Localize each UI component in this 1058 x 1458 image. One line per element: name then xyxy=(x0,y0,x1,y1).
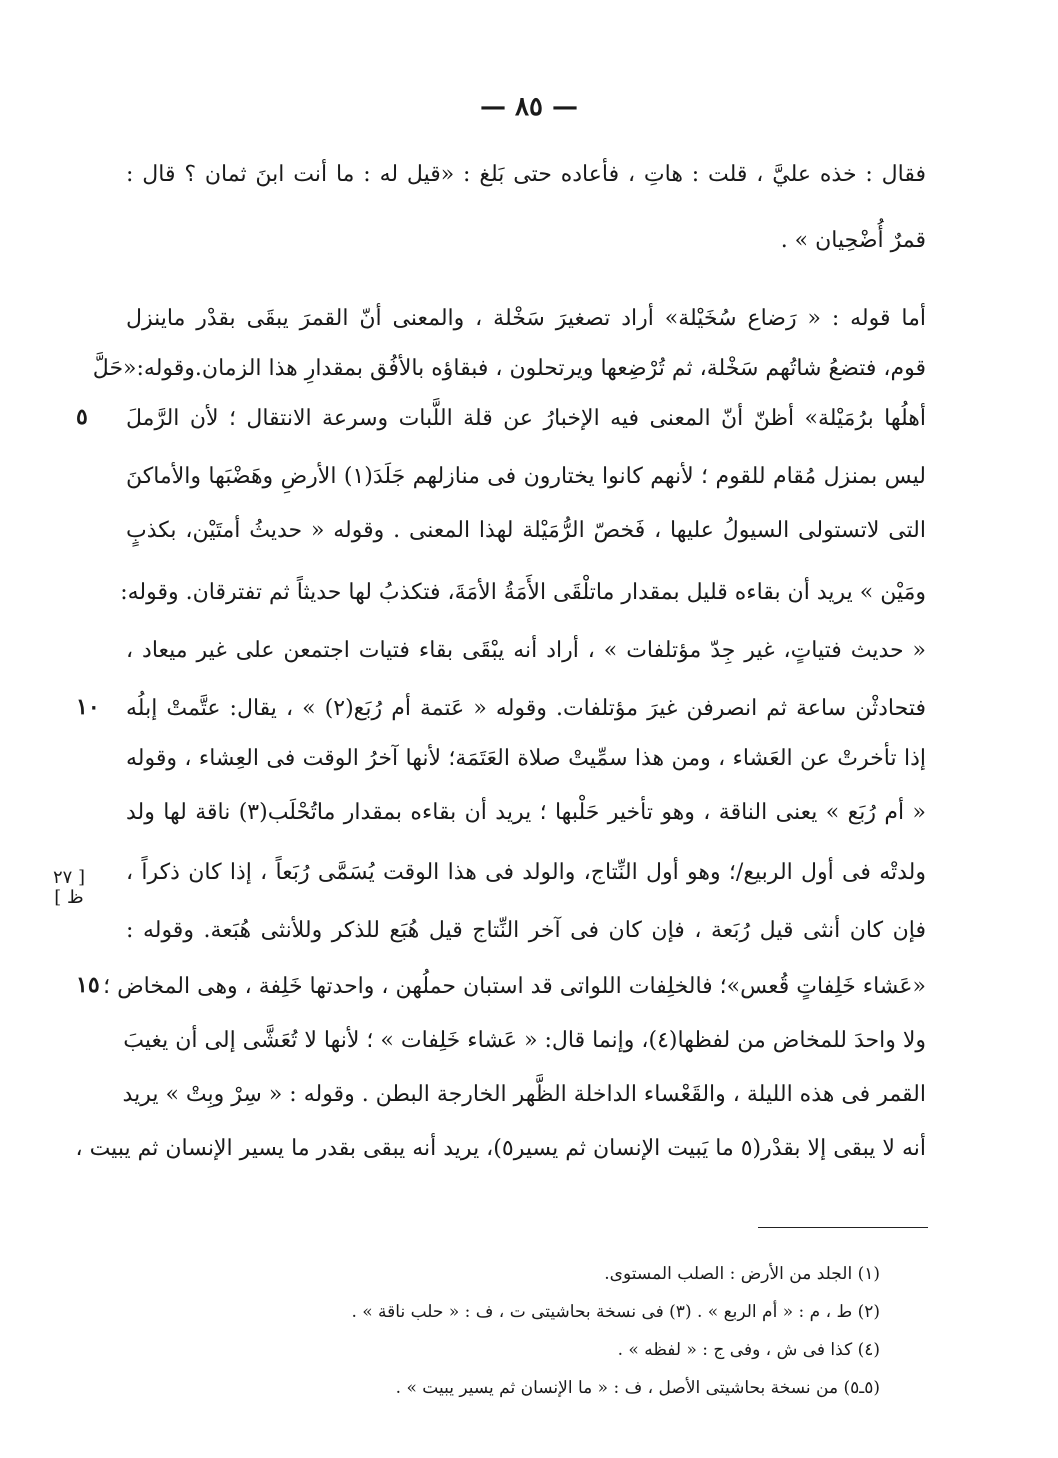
footnote-separator xyxy=(758,1227,928,1228)
text-line: إذا تأخرتْ عن العَشاء ، ومن هذا سمِّيتْ صلاة العَتَمَة؛ لأنها آخرُ الوقت فى العِشاء ، وقوله xyxy=(126,746,926,771)
footnote: (٥ـ٥) من نسخة بحاشيتى الأصل ، ف : « ما الإنسان ثم يسير يبيت » . xyxy=(395,1378,880,1398)
text-line: ولا واحدَ للمخاض من لفظها(٤)، وإنما قال: « عَشاء خَلِفات » ؛ لأنها لا تُعَشَّى إلى أن يغيبَ xyxy=(123,1028,926,1053)
page-number: — ٨٥ — xyxy=(479,92,579,122)
text-line: فإن كان أنثى قيل رُبَعة ، فإن كان فى آخر النِّتاج قيل هُبَع للذكر وللأنثى هُبَعة. وقوله : xyxy=(126,918,926,943)
folio-bottom: ظ ] xyxy=(54,887,84,908)
folio-marker xyxy=(36,868,102,908)
text-line: أهلُها برُمَيْلة» أظنّ أنّ المعنى فيه الإخبارُ عن قلة اللَّبات وسرعة الانتقال ؛ لأن الرَّملَ xyxy=(126,406,926,431)
text-line: أما قوله : « رَضاع سُخَيْلة» أراد تصغيرَ سَخْلة ، والمعنى أنّ القمرَ يبقَى بقدْر ماينزل xyxy=(126,306,926,331)
folio-top: [ ٢٧ xyxy=(52,867,86,888)
text-line: التى لاتستولى السيولُ عليها ، فَخصّ الرُّمَيْلة لهذا المعنى . وقوله « حديثُ أمتَيْن، بكذبٍ xyxy=(126,518,926,543)
footnote: (٢) ط ، م : « أم الربع » . (٣) فى نسخة بحاشيتى ت ، ف : « حلب ناقة » . xyxy=(351,1302,880,1322)
text-line: أنه لا يبقى إلا بقدْر(٥ ما يَبيت الإنسان ثم يسير٥)، يريد أنه يبقى بقدر ما يسير الإنسان ثم يبيت ، xyxy=(75,1136,926,1161)
text-line: « أم رُبَع » يعنى الناقة ، وهو تأخير حَلْبها ؛ يريد أن بقاءه بمقدار ماتُحْلَب(٣) ناقة لها ولد xyxy=(126,800,926,825)
text-line: القمر فى هذه الليلة ، والقَعْساء الداخلة الظَّهر الخارجة البطن . وقوله : « سِرْ وبِتْ » يريد xyxy=(122,1082,926,1107)
footnote: (٤) كذا فى ش ، وفى ج : « لفظه » . xyxy=(617,1340,880,1360)
text-line: «عَشاء خَلِفاتٍ قُعس»؛ فالخلِفات اللواتى قد استبان حملُهن ، واحدتها خَلِفة ، وهى المخاض ؛ xyxy=(103,974,926,999)
line-number: ٥ xyxy=(76,404,88,430)
text-line: فتحادثْن ساعة ثم انصرفن غيرَ مؤتلفات. وقوله « عَتمة أم رُبَع(٢) » ، يقال: عتَّمتْ إبلُه xyxy=(126,696,926,721)
text-line: قمرٌ أُضْحِيان » . xyxy=(780,228,926,253)
line-number: ١٠ xyxy=(76,694,100,720)
text-line: ولدتْه فى أول الربيع/؛ وهو أول النِّتاج، والولد فى هذا الوقت يُسَمَّى رُبَعاً ، إذا كان ذكراً ، xyxy=(126,860,926,885)
text-line: ومَيْن » يريد أن بقاءه قليل بمقدار ماتلْقَى الأَمَةُ الأمَةَ، فتكذبُ لها حديثاً ثم تفترقان. وقوله: xyxy=(120,580,926,605)
line-number: ١٥ xyxy=(76,972,100,998)
text-line: ليس بمنزل مُقام للقوم ؛ لأنهم كانوا يختارون فى منازلهم جَلَدَ(١) الأرضِ وهَضْبَها والأماكنَ xyxy=(126,464,926,489)
footnote: (١) الجلد من الأرض : الصلب المستوى. xyxy=(604,1264,880,1284)
text-line: قوم، فتضعُ شاتُهم سَخْلة، ثم تُرْضِعها ويرتحلون ، فبقاؤه بالأفُق بمقدارِ هذا الزمان.وقوله:«حَلَّ xyxy=(92,356,926,381)
text-line: « حديث فتياتٍ، غير جِدّ مؤتلفات » ، أراد أنه يبْقَى بقاء فتيات اجتمعن على غير ميعاد ، xyxy=(126,638,926,663)
text-line: فقال : خذه عليَّ ، قلت : هاتِ ، فأعاده حتى بَلغ : «قيل له : ما أنت ابنَ ثمان ؟ قال : xyxy=(126,162,926,187)
